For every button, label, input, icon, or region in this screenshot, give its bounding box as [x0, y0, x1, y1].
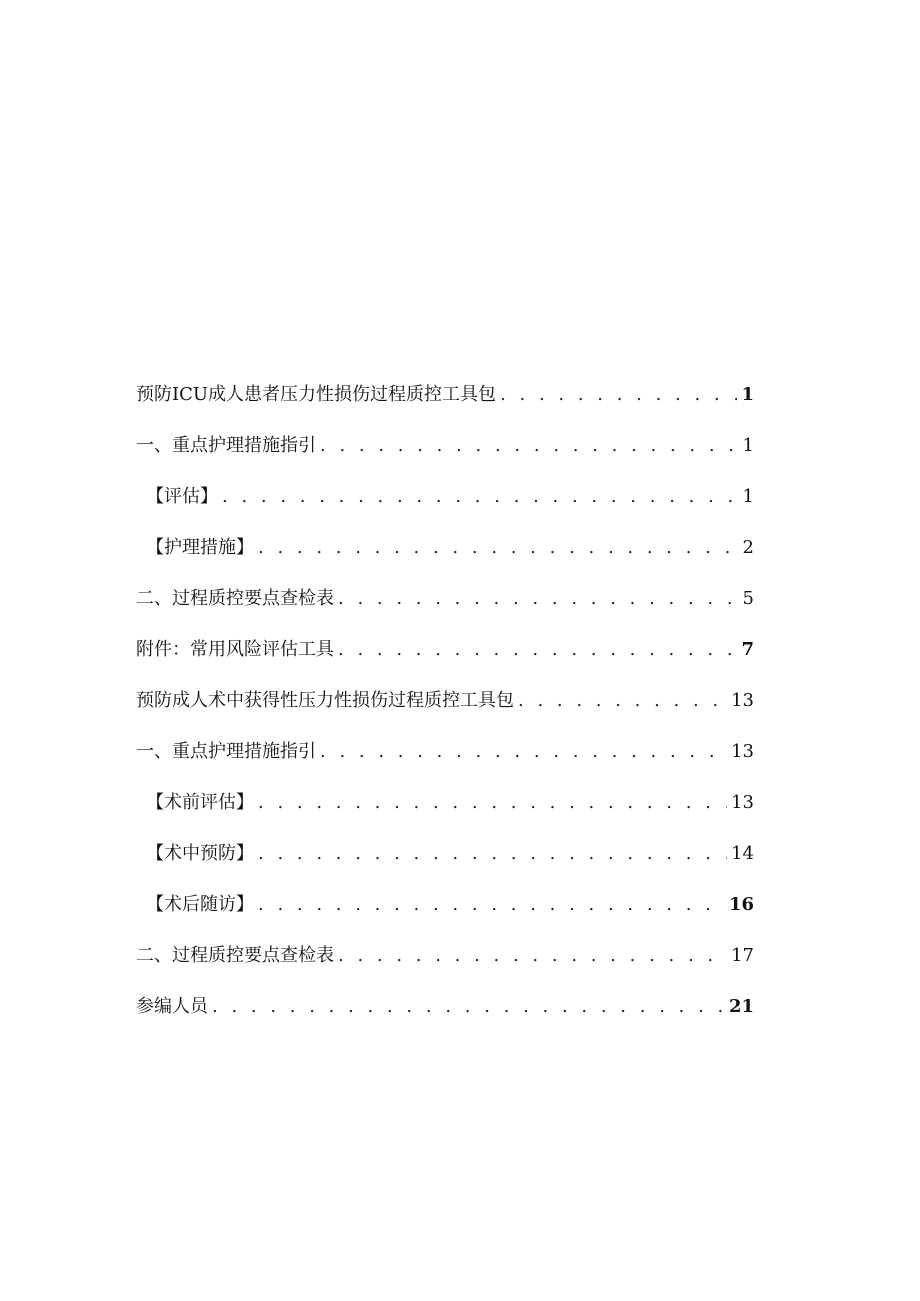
toc-entry-page: 13 — [731, 741, 754, 762]
toc-entry[interactable] — [136, 788, 754, 839]
toc-dot-leader — [258, 839, 727, 869]
toc-dot-leader — [500, 380, 737, 410]
toc-entry-title: 预防ICU成人患者压力性损伤过程质控工具包 — [136, 384, 497, 405]
toc-entry[interactable] — [136, 839, 754, 890]
toc-dot-leader — [258, 788, 727, 818]
toc-entry-page: 1 — [742, 435, 754, 456]
toc-dot-leader — [518, 686, 727, 716]
toc-dot-leader — [338, 941, 727, 971]
toc-entry[interactable] — [136, 890, 754, 941]
toc-entry-page: 14 — [731, 843, 754, 864]
toc-dot-leader — [258, 890, 725, 920]
toc-entry[interactable] — [136, 482, 754, 533]
toc-dot-leader — [338, 584, 739, 614]
toc-entry-page: 13 — [731, 690, 754, 711]
toc-dot-leader — [320, 737, 727, 767]
toc-entry-title: 一、重点护理措施指引 — [136, 435, 316, 456]
toc-entry-title: 一、重点护理措施指引 — [136, 741, 316, 762]
toc-entry[interactable] — [136, 941, 754, 992]
toc-entry[interactable] — [136, 380, 754, 431]
toc-dot-leader — [320, 431, 739, 461]
toc-entry-page: 17 — [731, 945, 754, 966]
toc-entry-title: 预防成人术中获得性压力性损伤过程质控工具包 — [136, 690, 514, 711]
toc-entry[interactable] — [136, 584, 754, 635]
toc-entry-title: 二、过程质控要点查检表 — [136, 588, 334, 609]
toc-entry[interactable] — [136, 737, 754, 788]
toc-entry-page: 1 — [742, 486, 754, 507]
toc-entry-title: 【术后随访】 — [146, 894, 254, 915]
toc-dot-leader — [258, 533, 739, 563]
toc-entry-title: 【评估】 — [146, 486, 218, 507]
toc-dot-leader — [212, 992, 725, 1022]
toc-entry-page: 1 — [741, 384, 754, 405]
toc-entry-title: 【护理措施】 — [146, 537, 254, 558]
toc-dot-leader — [222, 482, 739, 512]
toc-entry-title: 【术前评估】 — [146, 792, 254, 813]
toc-entry-page: 2 — [742, 537, 754, 558]
toc-entry-title: 参编人员 — [136, 996, 208, 1017]
toc-dot-leader — [338, 635, 737, 665]
toc-entry-page: 13 — [731, 792, 754, 813]
toc-entry-title: 【术中预防】 — [146, 843, 254, 864]
toc-entry-page: 21 — [728, 996, 754, 1017]
toc-entry[interactable] — [136, 431, 754, 482]
toc-entry[interactable] — [136, 533, 754, 584]
toc-entry[interactable] — [136, 686, 754, 737]
toc-entry-title: 二、过程质控要点查检表 — [136, 945, 334, 966]
toc-entry-page: 7 — [741, 639, 754, 660]
toc-entry[interactable] — [136, 992, 754, 1043]
toc-entry-page: 16 — [728, 894, 754, 915]
toc-entry-page: 5 — [742, 588, 754, 609]
toc-entry-title: 附件：常用风险评估工具 — [136, 639, 334, 660]
table-of-contents — [136, 380, 754, 1043]
toc-entry[interactable] — [136, 635, 754, 686]
